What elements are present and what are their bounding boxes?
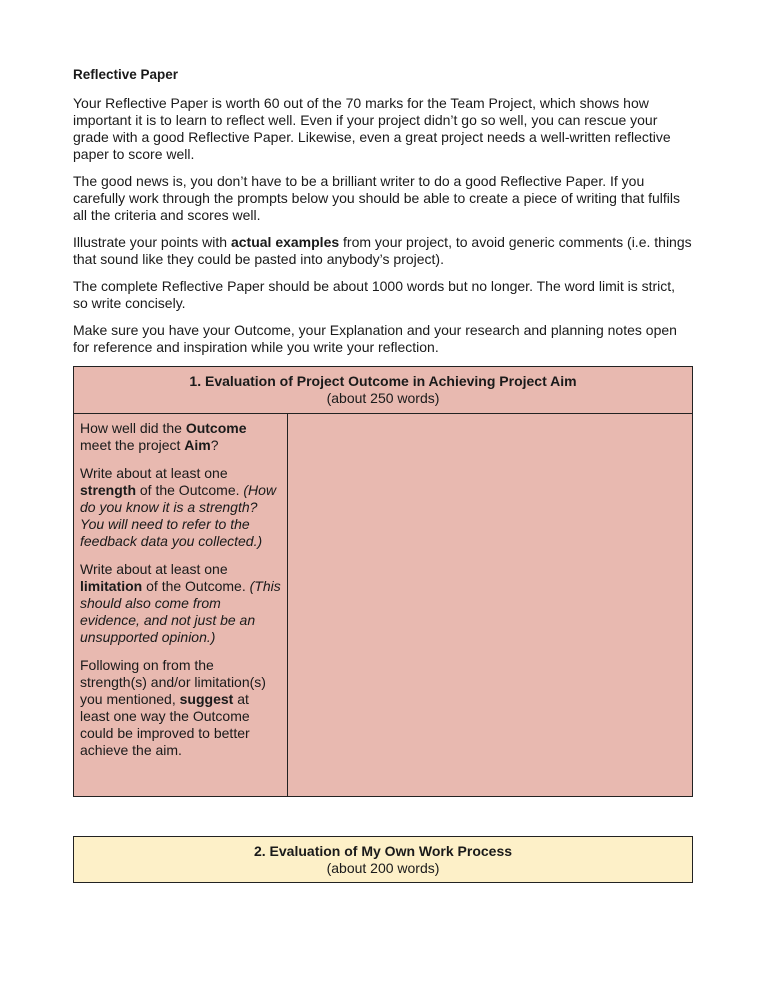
prompt1-bold-outcome: Outcome [185, 420, 247, 436]
prompt3-text-c: of the Outcome. [142, 578, 250, 594]
prompt4-bold-suggest: suggest [179, 691, 234, 707]
prompt2-text-a: Write about at least one [80, 465, 228, 481]
intro-paragraph-4: The complete Reflective Paper should be about 1000 words but no longer. The word limit is strict, so write concisely. [73, 278, 676, 311]
prompt-strength [80, 465, 281, 550]
p3-text-end: from your project, to avoid generic comments (i.e. things that sound like they could be pasted into anybody’s project). [73, 234, 692, 267]
prompt-limitation [80, 561, 281, 646]
document-page [73, 66, 693, 797]
prompt3-italic-note: (This should also come from evidence, and not just be an unsupported opinion.) [80, 578, 281, 645]
section-1-body [74, 414, 692, 796]
p3-text-start: Illustrate your points with [73, 234, 231, 250]
intro-paragraph-1: Your Reflective Paper is worth 60 out of the 70 marks for the Team Project, which shows how important it is to learn to reflect well. Even if your project didn’t go so well, you can rescue your grade with a good Reflective Paper. Likewise, even a great project needs a well-written reflective paper to score well. [73, 95, 671, 162]
section-1-word-count: (about 250 words) [326, 390, 440, 406]
intro-paragraph-2: The good news is, you don’t have to be a brilliant writer to do a good Reflective Paper. If you carefully work through the prompts below you should be able to create a piece of writing that fulfils all the criteria and scores well. [73, 173, 680, 223]
section-2-word-count: (about 200 words) [326, 860, 440, 876]
section-1-answer-area[interactable] [288, 414, 692, 796]
section-1-title: 1. Evaluation of Project Outcome in Achieving Project Aim [189, 373, 577, 389]
prompt1-bold-aim: Aim [184, 437, 211, 453]
intro-paragraph-5: Make sure you have your Outcome, your Explanation and your research and planning notes open for reference and inspiration while you write your reflection. [73, 322, 677, 355]
prompt1-text-e: ? [210, 437, 219, 453]
prompt-outcome-aim [80, 420, 281, 454]
section-1-header [74, 367, 692, 414]
section-1-prompts [74, 414, 288, 796]
prompt-suggest [80, 657, 281, 759]
section-2-title: 2. Evaluation of My Own Work Process [253, 843, 513, 859]
prompt3-bold-limitation: limitation [80, 578, 143, 594]
section-2-header [74, 837, 692, 882]
prompt2-text-c: of the Outcome. [136, 482, 244, 498]
intro-paragraph-3 [73, 234, 693, 268]
prompt1-text-c: meet the project [80, 437, 185, 453]
prompt2-italic-note: (How do you know it is a strength? You will need to refer to the feedback data you collected.) [80, 482, 277, 549]
prompt3-text-a: Write about at least one [80, 561, 228, 577]
section-2-table [73, 836, 693, 883]
prompt4-text-c: at least one way the Outcome could be improved to better achieve the aim. [80, 691, 250, 758]
prompt2-bold-strength: strength [80, 482, 136, 498]
document-heading: Reflective Paper [73, 67, 179, 82]
p3-bold-text: actual examples [230, 234, 340, 250]
prompt4-text-a: Following on from the strength(s) and/or limitation(s) you mentioned, [80, 657, 266, 707]
prompt1-text-a: How well did the [80, 420, 186, 436]
section-1-table [73, 366, 693, 797]
